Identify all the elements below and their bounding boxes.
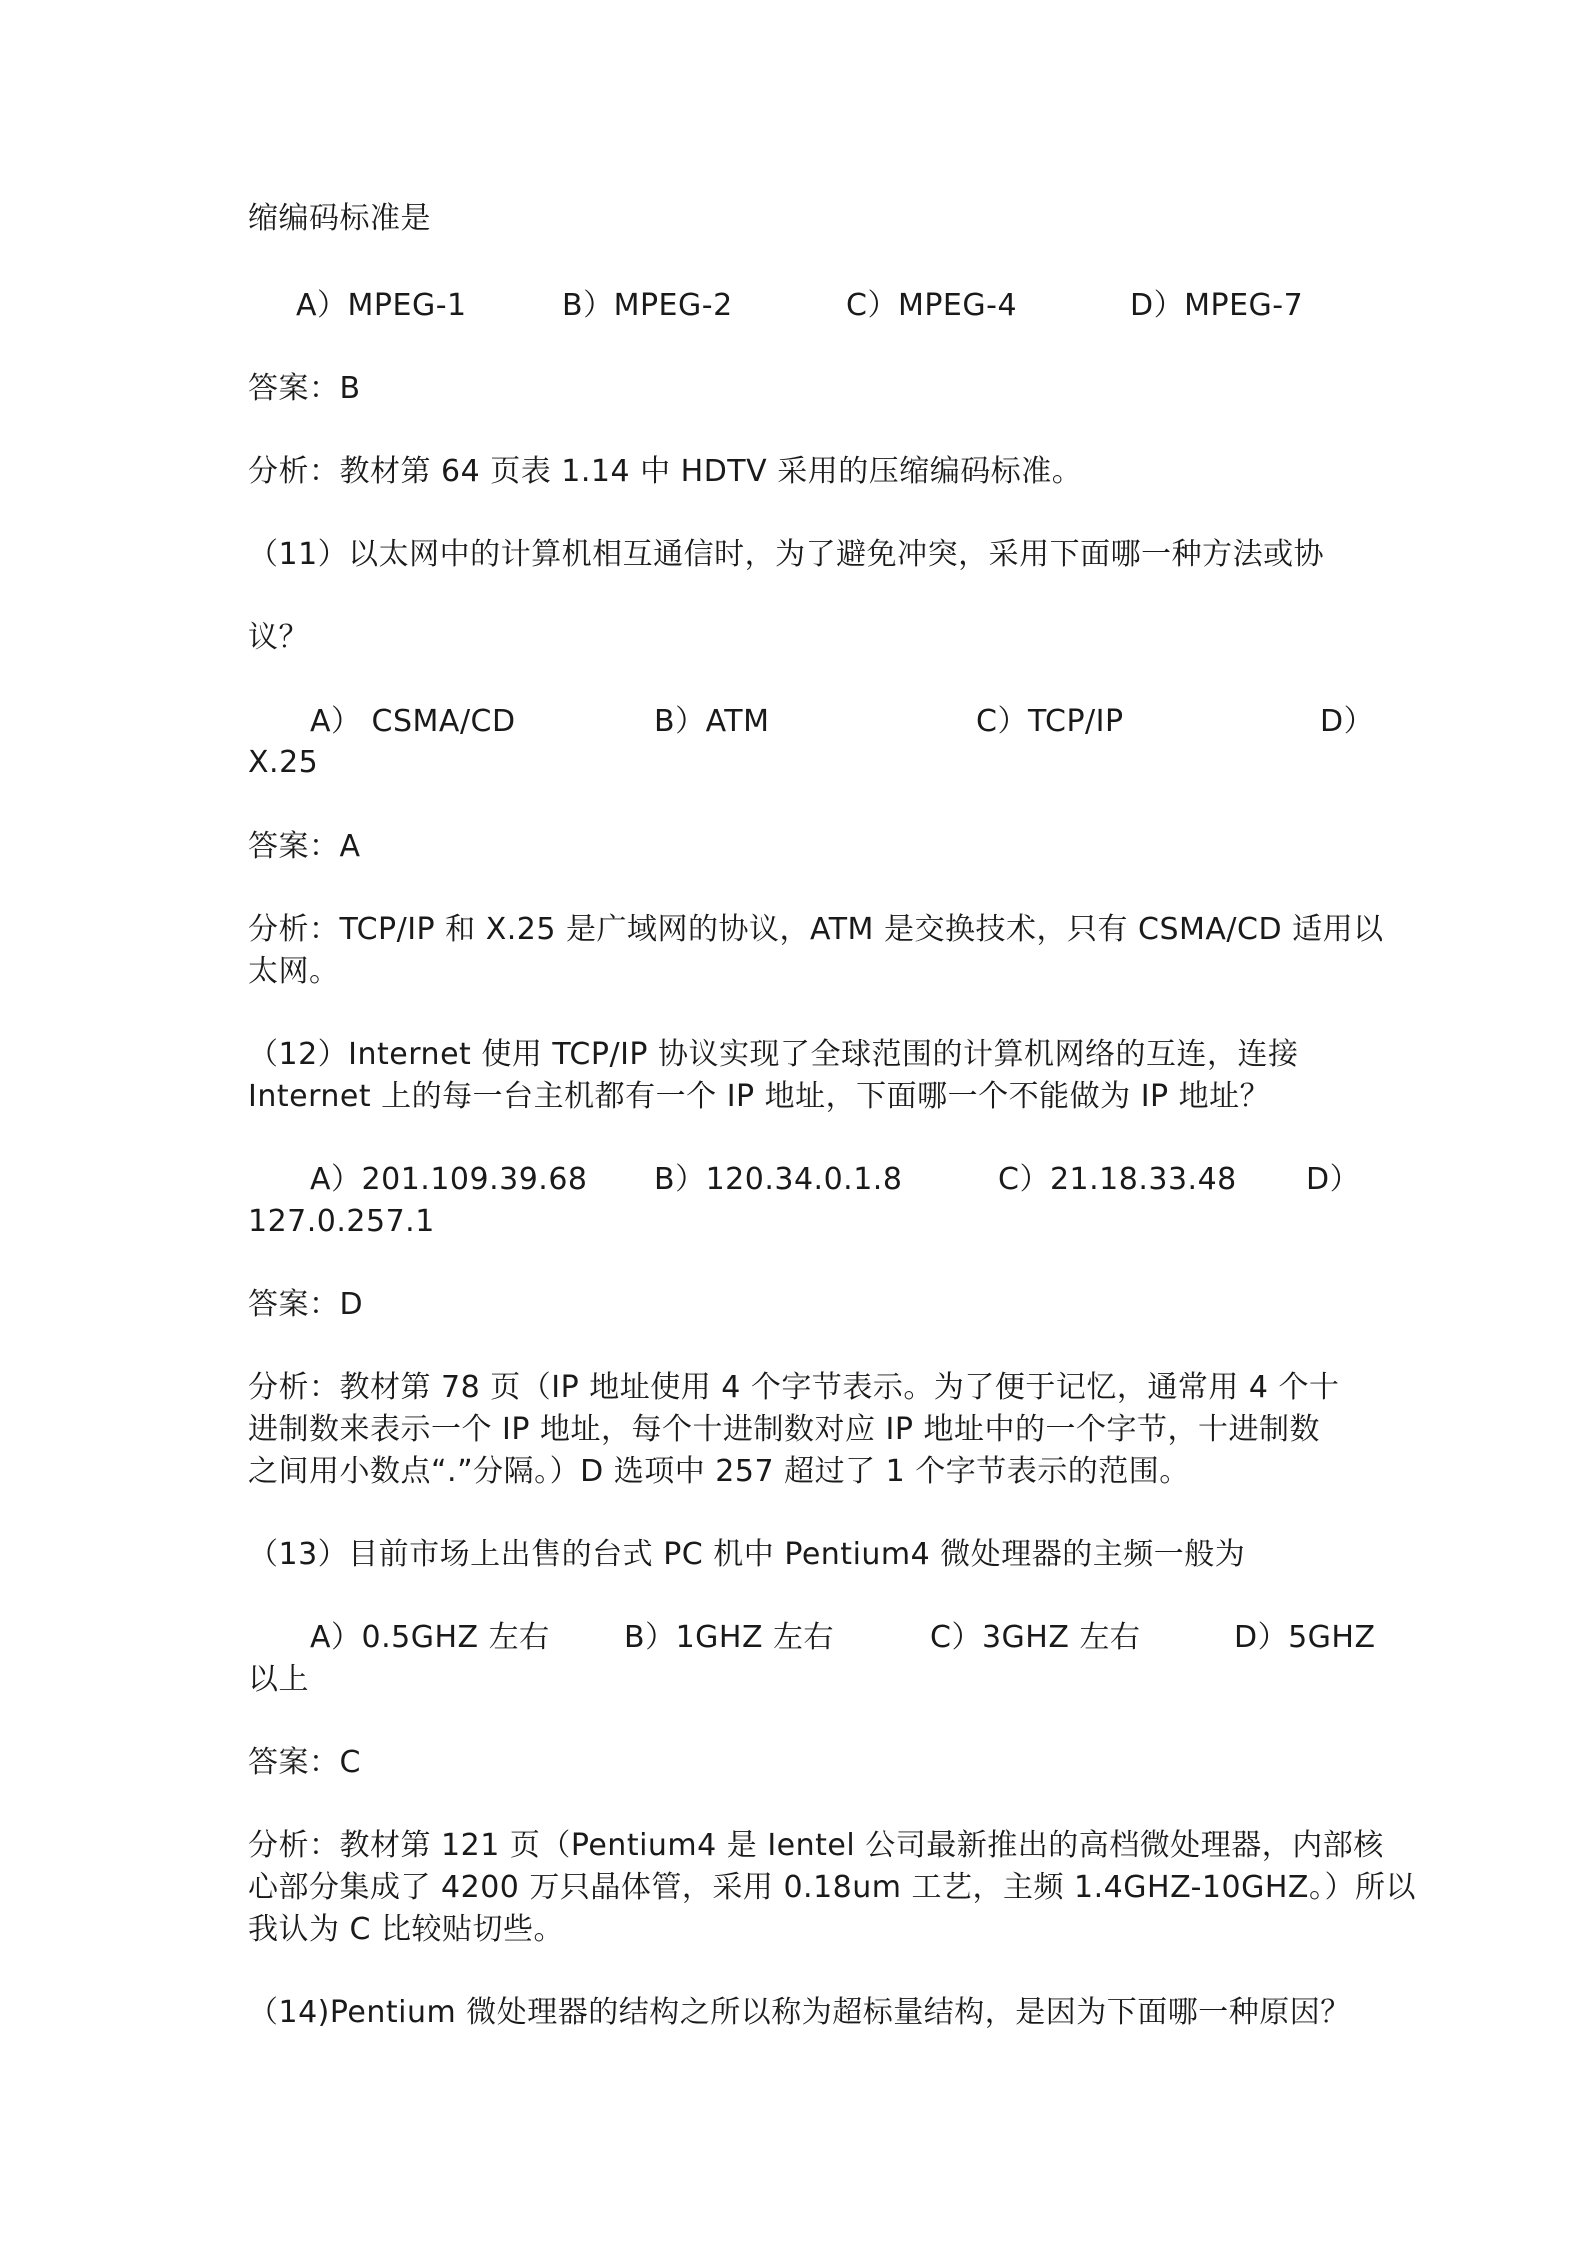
q11-analysis-line-1: 分析：TCP/IP 和 X.25 是广域网的协议，ATM 是交换技术，只有 CSMA/CD 适用以 xyxy=(248,912,1384,947)
q10-option-c: C）MPEG-4 xyxy=(846,288,1018,323)
q12-option-d: D） xyxy=(1306,1162,1361,1197)
question-10-tail: 缩编码标准是 xyxy=(248,201,431,236)
q10-option-a: A）MPEG-1 xyxy=(296,288,467,323)
q12-option-a: A）201.109.39.68 xyxy=(310,1162,588,1197)
q12-analysis-line-3: 之间用小数点“.”分隔。）D 选项中 257 超过了 1 个字节表示的范围。 xyxy=(248,1454,1190,1489)
q12-answer: 答案：D xyxy=(248,1287,364,1322)
question-11-line-2: 议？ xyxy=(248,620,309,655)
question-12-line-1: （12）Internet 使用 TCP/IP 协议实现了全球范围的计算机网络的互连，连接 xyxy=(248,1037,1299,1072)
q11-option-d-wrap: X.25 xyxy=(248,745,319,780)
q13-analysis-line-1: 分析：教材第 121 页（Pentium4 是 Ientel 公司最新推出的高档微处理器，内部核 xyxy=(248,1828,1384,1863)
q10-analysis: 分析：教材第 64 页表 1.14 中 HDTV 采用的压缩编码标准。 xyxy=(248,454,1083,489)
question-12-line-2: Internet 上的每一台主机都有一个 IP 地址，下面哪一个不能做为 IP 地址？ xyxy=(248,1079,1271,1114)
q13-option-d-wrap: 以上 xyxy=(248,1662,309,1697)
q12-analysis-line-1: 分析：教材第 78 页（IP 地址使用 4 个字节表示。为了便于记忆，通常用 4 个十 xyxy=(248,1370,1340,1405)
q12-analysis-line-2: 进制数来表示一个 IP 地址，每个十进制数对应 IP 地址中的一个字节，十进制数 xyxy=(248,1412,1321,1447)
q11-option-c: C）TCP/IP xyxy=(976,704,1124,739)
q10-option-b: B）MPEG-2 xyxy=(562,288,733,323)
q11-answer: 答案：A xyxy=(248,829,361,864)
q13-option-c: C）3GHZ 左右 xyxy=(930,1620,1141,1655)
q10-answer: 答案：B xyxy=(248,371,361,406)
q13-option-d: D）5GHZ xyxy=(1234,1620,1376,1655)
q12-option-d-wrap: 127.0.257.1 xyxy=(248,1204,435,1239)
q13-option-a: A）0.5GHZ 左右 xyxy=(310,1620,550,1655)
question-14-line-1: （14)Pentium 微处理器的结构之所以称为超标量结构，是因为下面哪一种原因？ xyxy=(248,1995,1351,2030)
q13-analysis-line-2: 心部分集成了 4200 万只晶体管，采用 0.18um 工艺，主频 1.4GHZ-10GHZ。）所以 xyxy=(248,1870,1416,1905)
q12-option-c: C）21.18.33.48 xyxy=(998,1162,1237,1197)
q12-option-b: B）120.34.0.1.8 xyxy=(654,1162,903,1197)
q11-option-b: B）ATM xyxy=(654,704,770,739)
q13-analysis-line-3: 我认为 C 比较贴切些。 xyxy=(248,1912,565,1947)
q11-option-a: A） CSMA/CD xyxy=(310,704,516,739)
q11-option-d: D） xyxy=(1320,704,1375,739)
q10-option-d: D）MPEG-7 xyxy=(1130,288,1304,323)
q13-answer: 答案：C xyxy=(248,1745,361,1780)
question-13-line-1: （13）目前市场上出售的台式 PC 机中 Pentium4 微处理器的主频一般为 xyxy=(248,1537,1246,1572)
q11-analysis-line-2: 太网。 xyxy=(248,954,340,989)
question-11-line-1: （11）以太网中的计算机相互通信时，为了避免冲突，采用下面哪一种方法或协 xyxy=(248,537,1325,572)
q13-option-b: B）1GHZ 左右 xyxy=(624,1620,835,1655)
